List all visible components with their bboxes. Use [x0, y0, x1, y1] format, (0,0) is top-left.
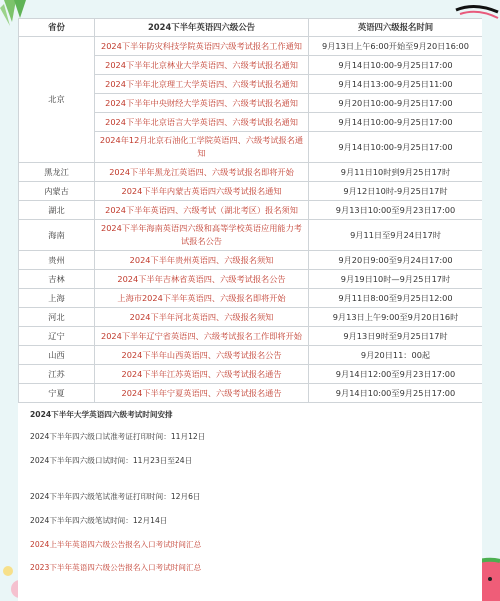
registration-time-cell: 9月14日13:00-9月25日11:00 [309, 75, 483, 94]
table-row [19, 365, 483, 384]
notice-link[interactable]: 2024下半年北京林业大学英语四、六级考试报名通知 [95, 56, 309, 75]
notes-heading: 2024下半年大学英语四六级考试时间安排 [30, 410, 173, 419]
province-cell: 黑龙江 [19, 163, 95, 182]
schedule-line: 2024下半年四六级口试时间：11月23日至24日 [30, 456, 193, 465]
table-row [19, 327, 483, 346]
notice-link[interactable]: 2024年12月北京石油化工学院英语四、六级考试报名通知 [95, 132, 309, 163]
province-cell: 上海 [19, 289, 95, 308]
notice-link[interactable]: 2024下半年贵州英语四、六级报名须知 [95, 251, 309, 270]
exam-schedule-notes [18, 403, 482, 573]
notice-link[interactable]: 2024下半年江苏英语四、六级考试报名通告 [95, 365, 309, 384]
province-cell: 河北 [19, 308, 95, 327]
table-row [19, 220, 483, 251]
header-notice: 2024下半年英语四六级公告 [95, 19, 309, 37]
notice-link[interactable]: 2024下半年吉林省英语四、六级考试报名公告 [95, 270, 309, 289]
registration-time-cell: 9月19日10时—9月25日17时 [309, 270, 483, 289]
notice-link[interactable]: 2024下半年辽宁省英语四、六级考试报名工作即将开始 [95, 327, 309, 346]
notice-link[interactable]: 2024下半年内蒙古英语四六级考试报名通知 [95, 182, 309, 201]
registration-time-cell: 9月14日10:00-9月25日17:00 [309, 132, 483, 163]
registration-time-cell: 9月11日8:00至9月25日12:00 [309, 289, 483, 308]
province-cell: 海南 [19, 220, 95, 251]
province-cell: 江苏 [19, 365, 95, 384]
registration-time-cell: 9月13日上午6:00开始至9月20日16:00 [309, 37, 483, 56]
header-time: 英语四六级报名时间 [309, 19, 483, 37]
registration-time-cell: 9月11日至9月24日17时 [309, 220, 483, 251]
summary-link[interactable]: 2023下半年英语四六级公告报名入口考试时间汇总 [30, 563, 202, 572]
notice-link[interactable]: 2024下半年北京语言大学英语四、六级考试报名通知 [95, 113, 309, 132]
notice-link[interactable]: 2024下半年河北英语四、六级报名须知 [95, 308, 309, 327]
province-cell: 北京 [19, 37, 95, 163]
registration-time-cell: 9月13日上午9:00至9月20日16时 [309, 308, 483, 327]
notice-link[interactable]: 2024下半年北京理工大学英语四、六级考试报名通知 [95, 75, 309, 94]
province-cell: 内蒙古 [19, 182, 95, 201]
table-row [19, 289, 483, 308]
table-row [19, 346, 483, 365]
table-row [19, 201, 483, 220]
schedule-line: 2024下半年四六级笔试时间：12月14日 [30, 516, 168, 525]
registration-time-cell: 9月14日10:00-9月25日17:00 [309, 113, 483, 132]
table-row [19, 384, 483, 403]
notice-link[interactable]: 2024下半年山西英语四、六级考试报名公告 [95, 346, 309, 365]
table-header-row [19, 19, 483, 37]
registration-time-cell: 9月12日10时-9月25日17时 [309, 182, 483, 201]
registration-time-cell: 9月14日12:00至9月23日17:00 [309, 365, 483, 384]
schedule-line: 2024下半年四六级笔试准考证打印时间：12月6日 [30, 492, 201, 501]
table-row [19, 37, 483, 56]
notice-link[interactable]: 2024下半年英语四、六级考试（湖北考区）报名须知 [95, 201, 309, 220]
province-cell: 辽宁 [19, 327, 95, 346]
notice-link[interactable]: 2024下半年防灾科技学院英语四六级考试报名工作通知 [95, 37, 309, 56]
header-province: 省份 [19, 19, 95, 37]
schedule-line: 2024下半年四六级口试准考证打印时间：11月12日 [30, 432, 206, 441]
table-row [19, 270, 483, 289]
table-row [19, 182, 483, 201]
registration-time-cell: 9月20日11：00起 [309, 346, 483, 365]
registration-time-cell: 9月14日10:00至9月25日17:00 [309, 384, 483, 403]
province-cell: 宁夏 [19, 384, 95, 403]
registration-time-cell: 9月13日9时至9月25日17时 [309, 327, 483, 346]
table-row [19, 251, 483, 270]
content-sheet [18, 18, 482, 601]
notice-link[interactable]: 2024下半年中央财经大学英语四、六级考试报名通知 [95, 94, 309, 113]
schedule-table [18, 18, 482, 403]
registration-time-cell: 9月20日10:00-9月25日17:00 [309, 94, 483, 113]
notice-link[interactable]: 2024下半年宁夏英语四、六级考试报名通告 [95, 384, 309, 403]
summary-link[interactable]: 2024上半年英语四六级公告报名入口考试时间汇总 [30, 540, 202, 549]
notice-link[interactable]: 2024下半年海南英语四六级和高等学校英语应用能力考试报名公告 [95, 220, 309, 251]
notice-link[interactable]: 2024下半年黑龙江英语四、六级考试报名即将开始 [95, 163, 309, 182]
table-row [19, 308, 483, 327]
notice-link[interactable]: 上海市2024下半年英语四、六级报名即将开始 [95, 289, 309, 308]
registration-time-cell: 9月13日10:00至9月23日17:00 [309, 201, 483, 220]
province-cell: 贵州 [19, 251, 95, 270]
registration-time-cell: 9月14日10:00-9月25日17:00 [309, 56, 483, 75]
table-row [19, 163, 483, 182]
province-cell: 山西 [19, 346, 95, 365]
registration-time-cell: 9月20日9:00至9月24日17:00 [309, 251, 483, 270]
province-cell: 吉林 [19, 270, 95, 289]
registration-time-cell: 9月11日10时到9月25日17时 [309, 163, 483, 182]
province-cell: 湖北 [19, 201, 95, 220]
